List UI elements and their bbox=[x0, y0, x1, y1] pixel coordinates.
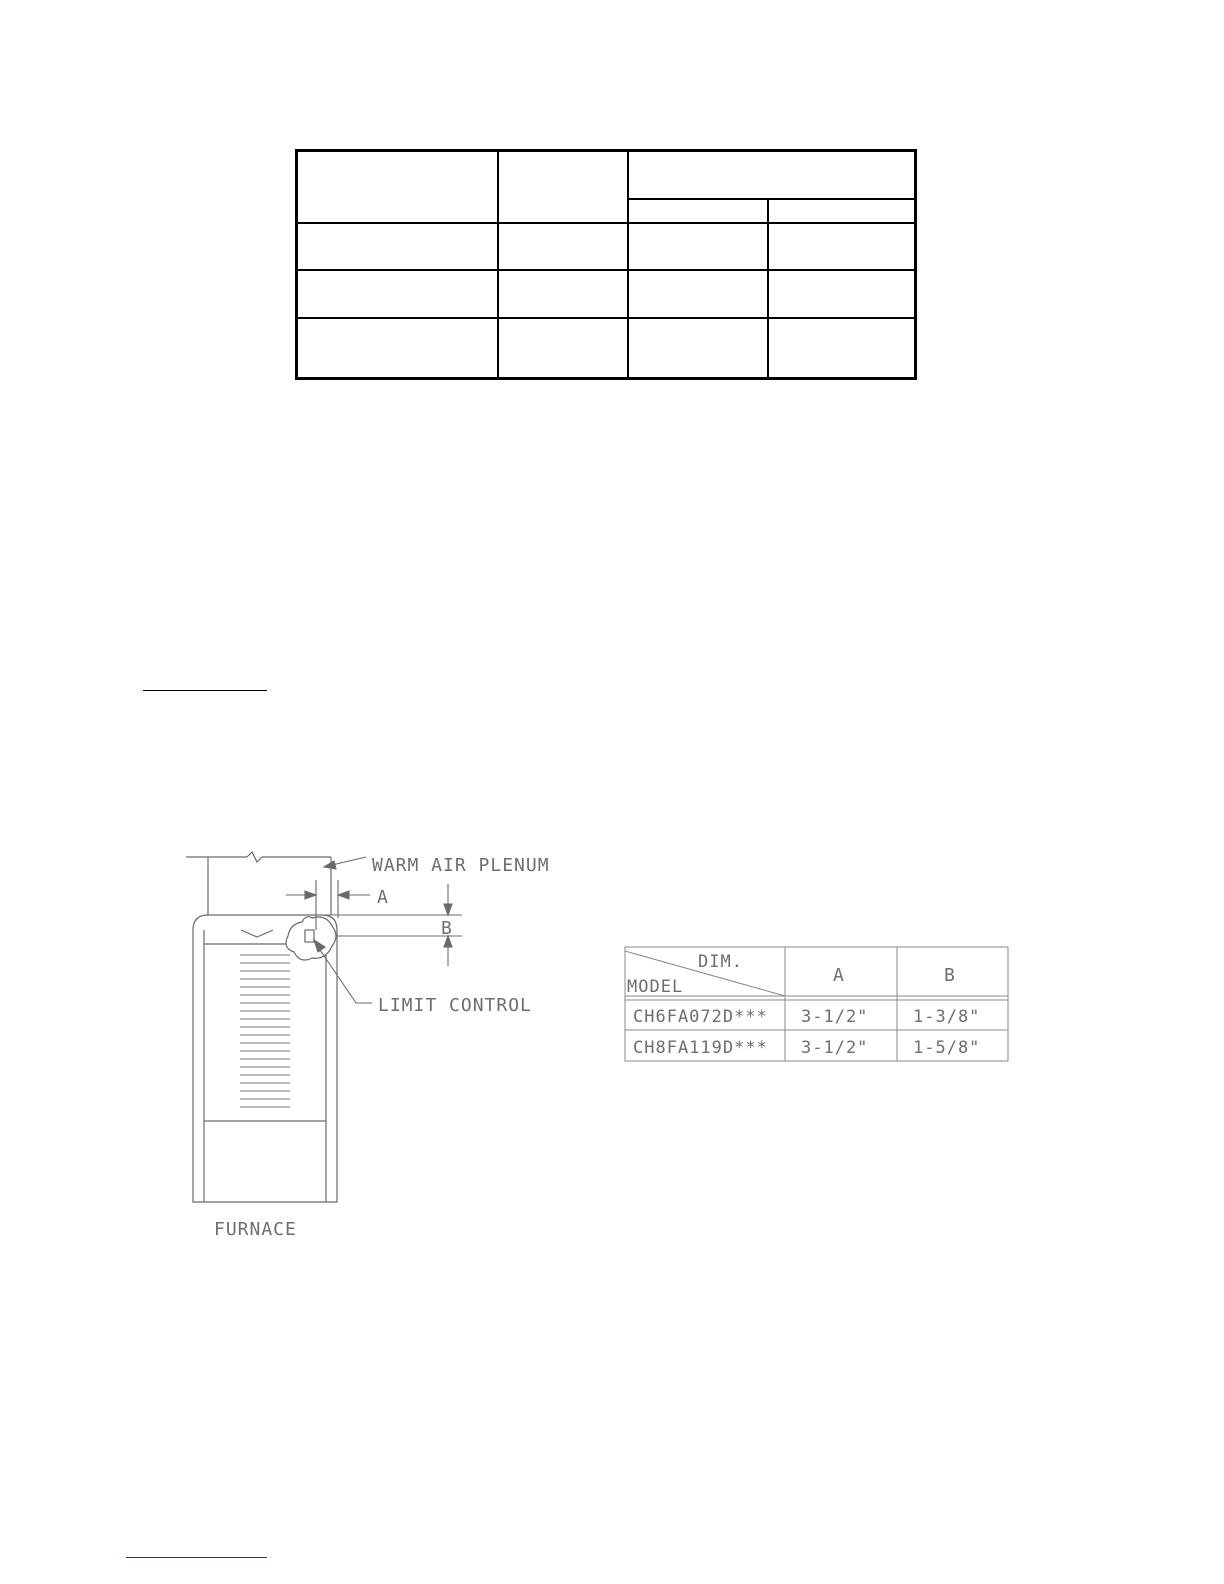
table-corner-dim: DIM. bbox=[698, 952, 743, 972]
table-row-b: 1-3/8" bbox=[913, 1007, 981, 1027]
furnace-label: FURNACE bbox=[214, 1219, 297, 1240]
table-header-b: B bbox=[944, 965, 956, 986]
furnace-louvers bbox=[240, 955, 290, 1107]
table-header-a: A bbox=[833, 965, 845, 986]
dimension-table bbox=[625, 947, 1008, 1061]
dim-a-label: A bbox=[377, 887, 389, 908]
table-row-a: 3-1/2" bbox=[801, 1038, 869, 1058]
limit-control-detail bbox=[286, 917, 336, 960]
warm-air-plenum-label: WARM AIR PLENUM bbox=[372, 855, 550, 876]
table-row-model: CH8FA119D*** bbox=[633, 1038, 768, 1058]
limit-control-label: LIMIT CONTROL bbox=[378, 995, 532, 1016]
table-row-model: CH6FA072D*** bbox=[633, 1007, 768, 1027]
table-row-a: 3-1/2" bbox=[801, 1007, 869, 1027]
table-row-b: 1-5/8" bbox=[913, 1038, 981, 1058]
dim-b-label: B bbox=[441, 918, 453, 939]
plenum-outline bbox=[186, 852, 331, 915]
table-corner-model: MODEL bbox=[627, 977, 684, 997]
